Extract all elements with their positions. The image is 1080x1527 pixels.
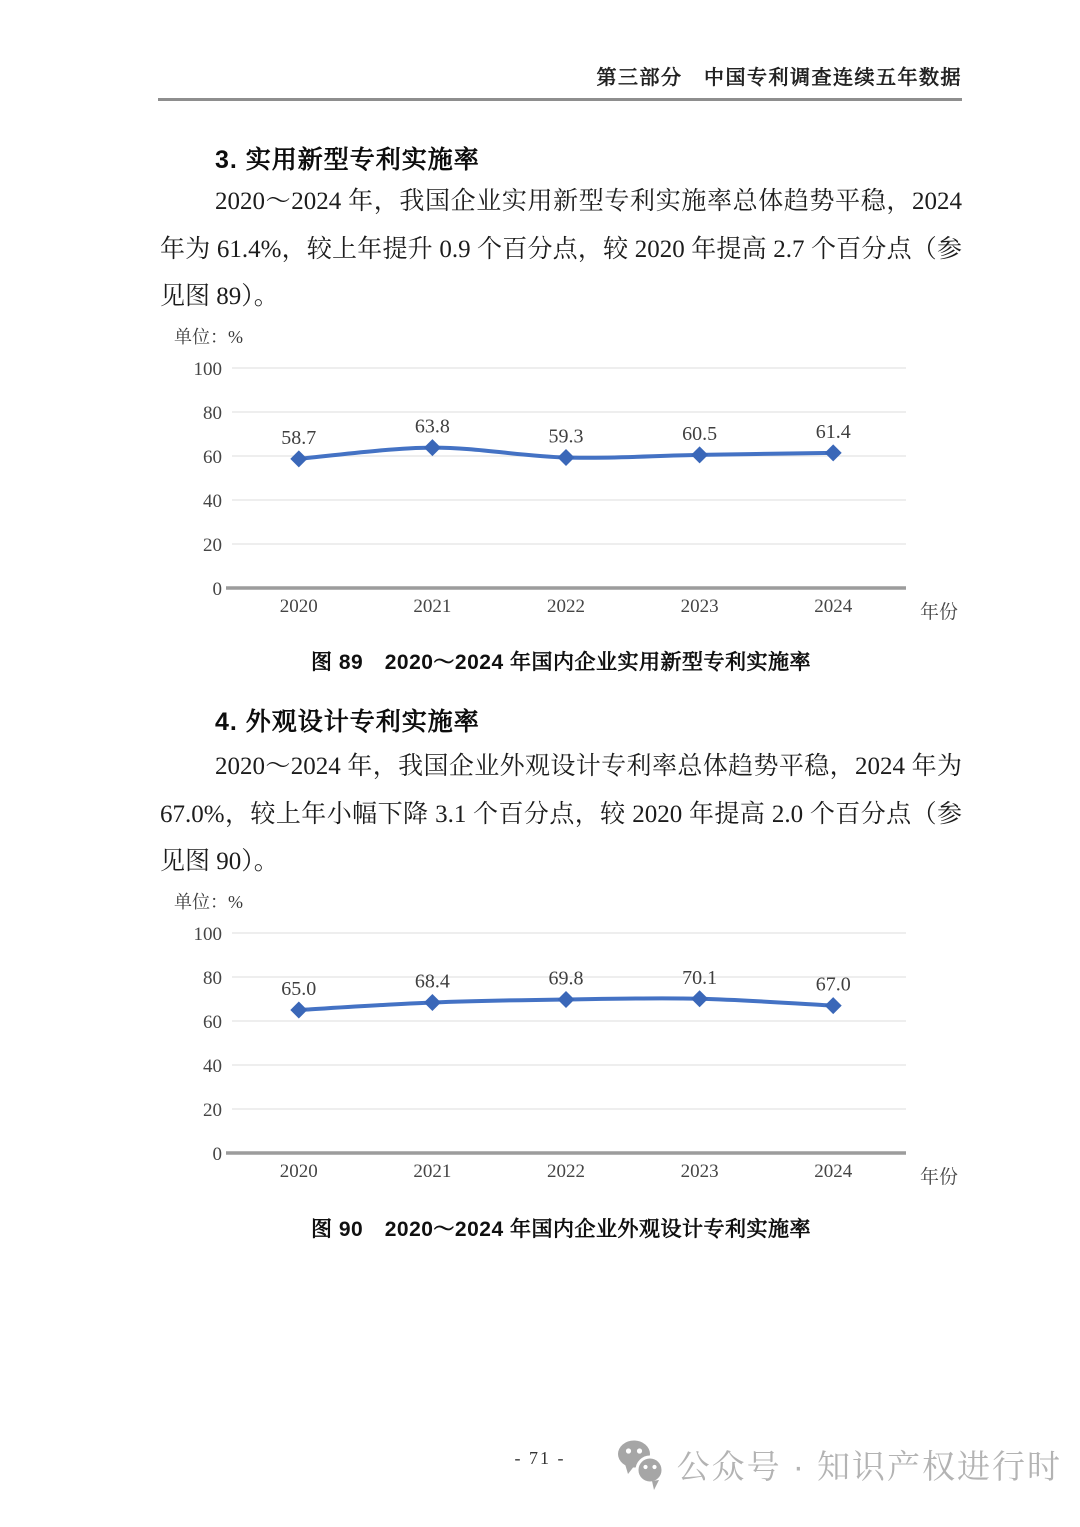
x-tick-label: 2021	[413, 1161, 452, 1182]
y-tick-label: 80	[203, 968, 222, 989]
y-tick-label: 20	[203, 535, 222, 556]
y-tick-label: 60	[203, 1012, 222, 1033]
y-tick-label: 60	[203, 447, 222, 468]
figure-90-caption: 图 90 2020～2024 年国内企业外观设计专利实施率	[311, 1218, 811, 1241]
data-value-label: 70.1	[682, 966, 718, 989]
figure-89-chart-block	[160, 310, 1000, 630]
page-header	[158, 58, 962, 101]
figure-90-chart-block	[160, 875, 1000, 1195]
x-axis-title: 年份	[920, 1167, 959, 1188]
page-number: - 71 -	[514, 1448, 566, 1468]
data-point-marker	[290, 450, 307, 467]
wechat-icon	[615, 1437, 667, 1491]
data-point-marker	[691, 990, 708, 1007]
y-tick-label: 0	[212, 1144, 222, 1165]
data-value-label: 67.0	[815, 973, 851, 996]
data-value-label: 61.4	[815, 420, 851, 443]
x-tick-label: 2021	[413, 596, 452, 617]
data-point-marker	[558, 449, 575, 466]
y-tick-label: 100	[193, 924, 222, 945]
y-tick-label: 0	[212, 579, 222, 600]
y-tick-label: 100	[193, 359, 222, 380]
x-axis-title: 年份	[920, 602, 959, 623]
figure-90-line-chart	[160, 875, 1000, 1195]
section-4-paragraph: 2020～2024 年，我国企业外观设计专利率总体趋势平稳，2024 年为 67.0%，较上年小幅下降 3.1 个百分点，较 2020 年提高 2.0 个百分点（参见图 90）。	[160, 753, 962, 875]
data-point-marker	[825, 444, 842, 461]
x-tick-label: 2024	[814, 596, 853, 617]
data-value-label: 59.3	[548, 425, 584, 448]
section-3-paragraph: 2020～2024 年，我国企业实用新型专利实施率总体趋势平稳，2024 年为 61.4%，较上年提升 0.9 个百分点，较 2020 年提高 2.7 个百分点（参见图 89）。	[160, 188, 962, 310]
x-tick-label: 2023	[680, 596, 719, 617]
x-tick-label: 2024	[814, 1161, 853, 1182]
data-value-label: 60.5	[682, 422, 718, 445]
y-tick-label: 20	[203, 1100, 222, 1121]
unit-label: 单位：%	[174, 327, 243, 347]
data-value-label: 63.8	[414, 415, 450, 438]
data-point-marker	[558, 991, 575, 1008]
data-value-label: 58.7	[281, 426, 317, 449]
x-tick-label: 2022	[547, 1161, 585, 1182]
y-tick-label: 40	[203, 491, 222, 512]
unit-label: 单位：%	[174, 892, 243, 912]
data-point-marker	[424, 994, 441, 1011]
section-3-heading: 3. 实用新型专利实施率	[215, 146, 480, 174]
x-tick-label: 2022	[547, 596, 585, 617]
x-tick-label: 2023	[680, 1161, 719, 1182]
x-tick-label: 2020	[279, 596, 318, 617]
data-point-marker	[424, 439, 441, 456]
y-tick-label: 80	[203, 403, 222, 424]
data-point-marker	[825, 997, 842, 1014]
data-point-marker	[290, 1002, 307, 1019]
watermark-text: 公众号 · 知识产权进行时	[676, 1447, 1062, 1485]
page-header-title: 第三部分 中国专利调查连续五年数据	[596, 67, 962, 89]
figure-89-caption: 图 89 2020～2024 年国内企业实用新型专利实施率	[311, 651, 811, 674]
data-value-label: 69.8	[548, 967, 584, 990]
figure-89-line-chart	[160, 310, 1000, 630]
data-value-label: 68.4	[414, 970, 450, 993]
section-4-heading: 4. 外观设计专利实施率	[215, 708, 480, 736]
x-tick-label: 2020	[279, 1161, 318, 1182]
watermark	[615, 1437, 1062, 1491]
data-point-marker	[691, 446, 708, 463]
data-value-label: 65.0	[281, 978, 317, 1000]
y-tick-label: 40	[203, 1056, 222, 1077]
